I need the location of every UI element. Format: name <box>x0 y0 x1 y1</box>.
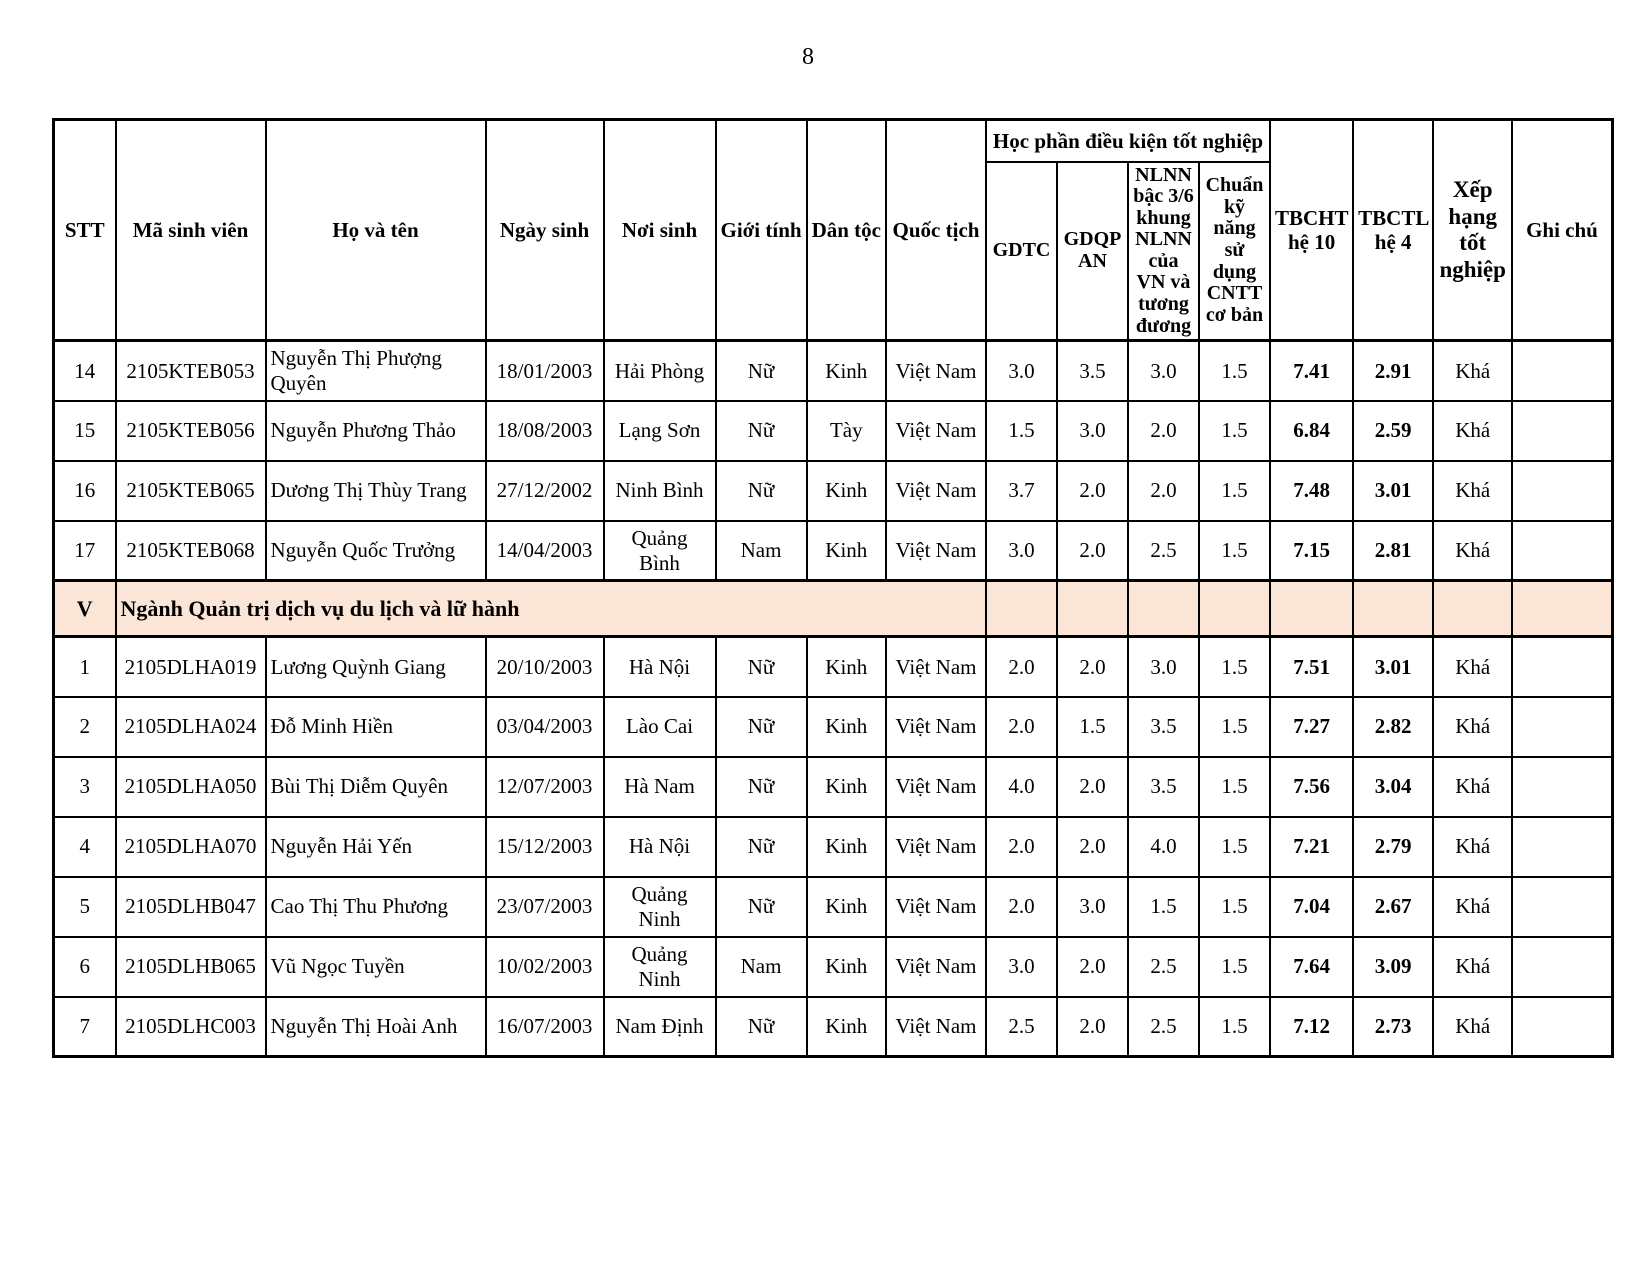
cell-nat: Việt Nam <box>886 997 986 1057</box>
cell-gdtc: 2.0 <box>986 697 1057 757</box>
cell-gdtc: 2.5 <box>986 997 1057 1057</box>
cell-gender: Nữ <box>716 637 807 697</box>
cell-tbcht: 7.41 <box>1270 341 1353 401</box>
cell-ethnic: Tày <box>807 401 886 461</box>
cell-name: Lương Quỳnh Giang <box>266 637 486 697</box>
cell-msv: 2105DLHA070 <box>116 817 266 877</box>
cell-pob: Quảng Ninh <box>604 937 716 997</box>
cell-name: Nguyễn Thị Hoài Anh <box>266 997 486 1057</box>
cell-pob: Lạng Sơn <box>604 401 716 461</box>
cell-gdtc: 2.0 <box>986 817 1057 877</box>
cell-stt: 4 <box>54 817 116 877</box>
cell-tbcht: 7.12 <box>1270 997 1353 1057</box>
cell-stt: 15 <box>54 401 116 461</box>
page-number: 8 <box>802 44 814 70</box>
cell-nat: Việt Nam <box>886 697 986 757</box>
student-row <box>54 997 1613 1057</box>
header-stt: STT <box>54 120 116 341</box>
cell-gdqp: 2.0 <box>1057 521 1128 581</box>
cell-name: Nguyễn Phương Thảo <box>266 401 486 461</box>
cell-gdtc: 3.0 <box>986 521 1057 581</box>
cell-dob: 10/02/2003 <box>486 937 604 997</box>
cell-msv: 2105DLHA050 <box>116 757 266 817</box>
header-gdtc: GDTC <box>986 162 1057 341</box>
cell-name: Đỗ Minh Hiền <box>266 697 486 757</box>
cell-cntt: 1.5 <box>1199 461 1270 521</box>
cell-pob: Quảng Ninh <box>604 877 716 937</box>
cell-dob: 27/12/2002 <box>486 461 604 521</box>
header-cntt: Chuẩn kỹ năng sử dụng CNTT cơ bản <box>1199 162 1270 341</box>
cell-tbcht: 7.48 <box>1270 461 1353 521</box>
cell-note <box>1512 877 1612 937</box>
cell-tbcht: 7.04 <box>1270 877 1353 937</box>
cell-tbcht: 7.15 <box>1270 521 1353 581</box>
cell-tbcht: 7.21 <box>1270 817 1353 877</box>
cell-tbcht: 7.64 <box>1270 937 1353 997</box>
cell-msv: 2105KTEB053 <box>116 341 266 401</box>
cell-tbcht: 6.84 <box>1270 401 1353 461</box>
cell-stt: 1 <box>54 637 116 697</box>
student-row <box>54 401 1613 461</box>
cell-gdqp: 2.0 <box>1057 937 1128 997</box>
cell-pob: Hải Phòng <box>604 341 716 401</box>
cell-ethnic: Kinh <box>807 997 886 1057</box>
cell-tbctl: 2.91 <box>1353 341 1433 401</box>
header-nlnn: NLNN bậc 3/6 khung NLNN của VN và tương đương <box>1128 162 1199 341</box>
cell-tbctl: 2.82 <box>1353 697 1433 757</box>
section-empty-cell <box>1512 581 1612 637</box>
cell-stt: 3 <box>54 757 116 817</box>
cell-gdqp: 2.0 <box>1057 817 1128 877</box>
cell-gender: Nữ <box>716 817 807 877</box>
cell-cntt: 1.5 <box>1199 697 1270 757</box>
section-title: Ngành Quản trị dịch vụ du lịch và lữ hành <box>116 581 987 637</box>
cell-nlnn: 1.5 <box>1128 877 1199 937</box>
cell-msv: 2105DLHA024 <box>116 697 266 757</box>
cell-gender: Nữ <box>716 401 807 461</box>
cell-stt: 7 <box>54 997 116 1057</box>
cell-rank: Khá <box>1433 341 1512 401</box>
section-stt: V <box>54 581 116 637</box>
section-empty-cell <box>1353 581 1433 637</box>
section-empty-cell <box>1128 581 1199 637</box>
cell-gender: Nữ <box>716 997 807 1057</box>
cell-cntt: 1.5 <box>1199 757 1270 817</box>
cell-note <box>1512 697 1612 757</box>
cell-nlnn: 2.5 <box>1128 937 1199 997</box>
header-gioi-tinh: Giới tính <box>716 120 807 341</box>
cell-gender: Nữ <box>716 757 807 817</box>
cell-cntt: 1.5 <box>1199 521 1270 581</box>
cell-tbcht: 7.51 <box>1270 637 1353 697</box>
cell-note <box>1512 997 1612 1057</box>
header-ngay-sinh: Ngày sinh <box>486 120 604 341</box>
cell-ethnic: Kinh <box>807 521 886 581</box>
cell-pob: Hà Nội <box>604 637 716 697</box>
cell-gdtc: 3.0 <box>986 341 1057 401</box>
cell-nat: Việt Nam <box>886 757 986 817</box>
cell-rank: Khá <box>1433 637 1512 697</box>
cell-gdtc: 3.0 <box>986 937 1057 997</box>
cell-gdqp: 2.0 <box>1057 757 1128 817</box>
cell-dob: 12/07/2003 <box>486 757 604 817</box>
cell-ethnic: Kinh <box>807 341 886 401</box>
cell-tbctl: 3.01 <box>1353 461 1433 521</box>
table-body <box>54 341 1613 1057</box>
cell-tbctl: 2.67 <box>1353 877 1433 937</box>
cell-tbctl: 2.59 <box>1353 401 1433 461</box>
student-row <box>54 521 1613 581</box>
cell-note <box>1512 341 1612 401</box>
header-quoc-tich: Quốc tịch <box>886 120 986 341</box>
cell-gdtc: 4.0 <box>986 757 1057 817</box>
cell-dob: 18/08/2003 <box>486 401 604 461</box>
section-empty-cell <box>1057 581 1128 637</box>
cell-note <box>1512 637 1612 697</box>
cell-stt: 16 <box>54 461 116 521</box>
cell-dob: 16/07/2003 <box>486 997 604 1057</box>
cell-tbctl: 2.73 <box>1353 997 1433 1057</box>
section-empty-cell <box>1199 581 1270 637</box>
cell-stt: 5 <box>54 877 116 937</box>
cell-rank: Khá <box>1433 877 1512 937</box>
cell-cntt: 1.5 <box>1199 341 1270 401</box>
cell-ethnic: Kinh <box>807 637 886 697</box>
cell-rank: Khá <box>1433 697 1512 757</box>
section-empty-cell <box>1433 581 1512 637</box>
cell-name: Nguyễn Thị Phượng Quyên <box>266 341 486 401</box>
cell-stt: 17 <box>54 521 116 581</box>
header-dan-toc: Dân tộc <box>807 120 886 341</box>
cell-rank: Khá <box>1433 937 1512 997</box>
cell-gdqp: 3.0 <box>1057 877 1128 937</box>
cell-gender: Nam <box>716 521 807 581</box>
cell-tbctl: 2.81 <box>1353 521 1433 581</box>
cell-nlnn: 2.0 <box>1128 401 1199 461</box>
cell-gdtc: 2.0 <box>986 637 1057 697</box>
cell-msv: 2105DLHB065 <box>116 937 266 997</box>
cell-name: Vũ Ngọc Tuyền <box>266 937 486 997</box>
cell-gdqp: 3.5 <box>1057 341 1128 401</box>
cell-gender: Nữ <box>716 697 807 757</box>
cell-gdqp: 3.0 <box>1057 401 1128 461</box>
cell-ethnic: Kinh <box>807 697 886 757</box>
cell-pob: Ninh Bình <box>604 461 716 521</box>
cell-name: Nguyễn Quốc Trưởng <box>266 521 486 581</box>
cell-rank: Khá <box>1433 461 1512 521</box>
header-ghi-chu: Ghi chú <box>1512 120 1612 341</box>
cell-stt: 6 <box>54 937 116 997</box>
cell-gender: Nữ <box>716 461 807 521</box>
student-row <box>54 697 1613 757</box>
cell-pob: Quảng Bình <box>604 521 716 581</box>
student-row <box>54 461 1613 521</box>
cell-gdqp: 2.0 <box>1057 461 1128 521</box>
cell-stt: 14 <box>54 341 116 401</box>
cell-note <box>1512 461 1612 521</box>
cell-msv: 2105KTEB068 <box>116 521 266 581</box>
cell-cntt: 1.5 <box>1199 817 1270 877</box>
cell-name: Cao Thị Thu Phương <box>266 877 486 937</box>
cell-name: Dương Thị Thùy Trang <box>266 461 486 521</box>
cell-gdtc: 3.7 <box>986 461 1057 521</box>
header-xep-hang: Xếp hạng tốt nghiệp <box>1433 120 1512 341</box>
cell-rank: Khá <box>1433 521 1512 581</box>
cell-dob: 03/04/2003 <box>486 697 604 757</box>
cell-pob: Hà Nội <box>604 817 716 877</box>
cell-tbctl: 3.04 <box>1353 757 1433 817</box>
cell-tbctl: 3.09 <box>1353 937 1433 997</box>
cell-gdqp: 1.5 <box>1057 697 1128 757</box>
cell-cntt: 1.5 <box>1199 877 1270 937</box>
cell-pob: Nam Định <box>604 997 716 1057</box>
header-noi-sinh: Nơi sinh <box>604 120 716 341</box>
cell-nat: Việt Nam <box>886 461 986 521</box>
student-row <box>54 817 1613 877</box>
cell-tbctl: 2.79 <box>1353 817 1433 877</box>
cell-nat: Việt Nam <box>886 401 986 461</box>
cell-pob: Hà Nam <box>604 757 716 817</box>
cell-nlnn: 3.0 <box>1128 341 1199 401</box>
header-ho-va-ten: Họ và tên <box>266 120 486 341</box>
cell-nat: Việt Nam <box>886 817 986 877</box>
cell-ethnic: Kinh <box>807 937 886 997</box>
cell-nlnn: 3.0 <box>1128 637 1199 697</box>
cell-nat: Việt Nam <box>886 877 986 937</box>
cell-nat: Việt Nam <box>886 937 986 997</box>
cell-gender: Nữ <box>716 341 807 401</box>
cell-nlnn: 3.5 <box>1128 697 1199 757</box>
cell-msv: 2105DLHB047 <box>116 877 266 937</box>
cell-pob: Lào Cai <box>604 697 716 757</box>
cell-gender: Nữ <box>716 877 807 937</box>
cell-rank: Khá <box>1433 757 1512 817</box>
cell-gdqp: 2.0 <box>1057 637 1128 697</box>
section-empty-cell <box>1270 581 1353 637</box>
header-gdqp: GDQP AN <box>1057 162 1128 341</box>
cell-dob: 14/04/2003 <box>486 521 604 581</box>
cell-tbcht: 7.27 <box>1270 697 1353 757</box>
cell-tbctl: 3.01 <box>1353 637 1433 697</box>
cell-rank: Khá <box>1433 817 1512 877</box>
cell-gender: Nam <box>716 937 807 997</box>
cell-ethnic: Kinh <box>807 877 886 937</box>
section-empty-cell <box>986 581 1057 637</box>
header-tbcht: TBCHT hệ 10 <box>1270 120 1353 341</box>
cell-nlnn: 2.5 <box>1128 521 1199 581</box>
header-hoc-phan-group: Học phần điều kiện tốt nghiệp <box>986 120 1270 162</box>
cell-msv: 2105DLHC003 <box>116 997 266 1057</box>
cell-cntt: 1.5 <box>1199 637 1270 697</box>
cell-msv: 2105DLHA019 <box>116 637 266 697</box>
cell-dob: 23/07/2003 <box>486 877 604 937</box>
student-row <box>54 937 1613 997</box>
cell-name: Bùi Thị Diễm Quyên <box>266 757 486 817</box>
cell-ethnic: Kinh <box>807 461 886 521</box>
section-row <box>54 581 1613 637</box>
cell-dob: 20/10/2003 <box>486 637 604 697</box>
cell-note <box>1512 401 1612 461</box>
cell-stt: 2 <box>54 697 116 757</box>
cell-rank: Khá <box>1433 401 1512 461</box>
cell-ethnic: Kinh <box>807 817 886 877</box>
cell-nat: Việt Nam <box>886 637 986 697</box>
student-row <box>54 877 1613 937</box>
cell-nlnn: 4.0 <box>1128 817 1199 877</box>
header-tbctl: TBCTL hệ 4 <box>1353 120 1433 341</box>
cell-cntt: 1.5 <box>1199 997 1270 1057</box>
student-row <box>54 757 1613 817</box>
cell-msv: 2105KTEB056 <box>116 401 266 461</box>
header-ma-sinh-vien: Mã sinh viên <box>116 120 266 341</box>
cell-note <box>1512 757 1612 817</box>
cell-dob: 15/12/2003 <box>486 817 604 877</box>
cell-cntt: 1.5 <box>1199 937 1270 997</box>
cell-msv: 2105KTEB065 <box>116 461 266 521</box>
cell-ethnic: Kinh <box>807 757 886 817</box>
cell-note <box>1512 817 1612 877</box>
cell-gdtc: 1.5 <box>986 401 1057 461</box>
cell-note <box>1512 937 1612 997</box>
cell-tbcht: 7.56 <box>1270 757 1353 817</box>
student-row <box>54 341 1613 401</box>
cell-cntt: 1.5 <box>1199 401 1270 461</box>
cell-gdtc: 2.0 <box>986 877 1057 937</box>
graduation-results-table <box>52 118 1614 1058</box>
student-row <box>54 637 1613 697</box>
cell-rank: Khá <box>1433 997 1512 1057</box>
cell-note <box>1512 521 1612 581</box>
cell-nat: Việt Nam <box>886 521 986 581</box>
cell-nat: Việt Nam <box>886 341 986 401</box>
cell-nlnn: 2.5 <box>1128 997 1199 1057</box>
cell-nlnn: 3.5 <box>1128 757 1199 817</box>
cell-nlnn: 2.0 <box>1128 461 1199 521</box>
cell-dob: 18/01/2003 <box>486 341 604 401</box>
cell-gdqp: 2.0 <box>1057 997 1128 1057</box>
cell-name: Nguyễn Hải Yến <box>266 817 486 877</box>
table-header <box>54 120 1613 341</box>
